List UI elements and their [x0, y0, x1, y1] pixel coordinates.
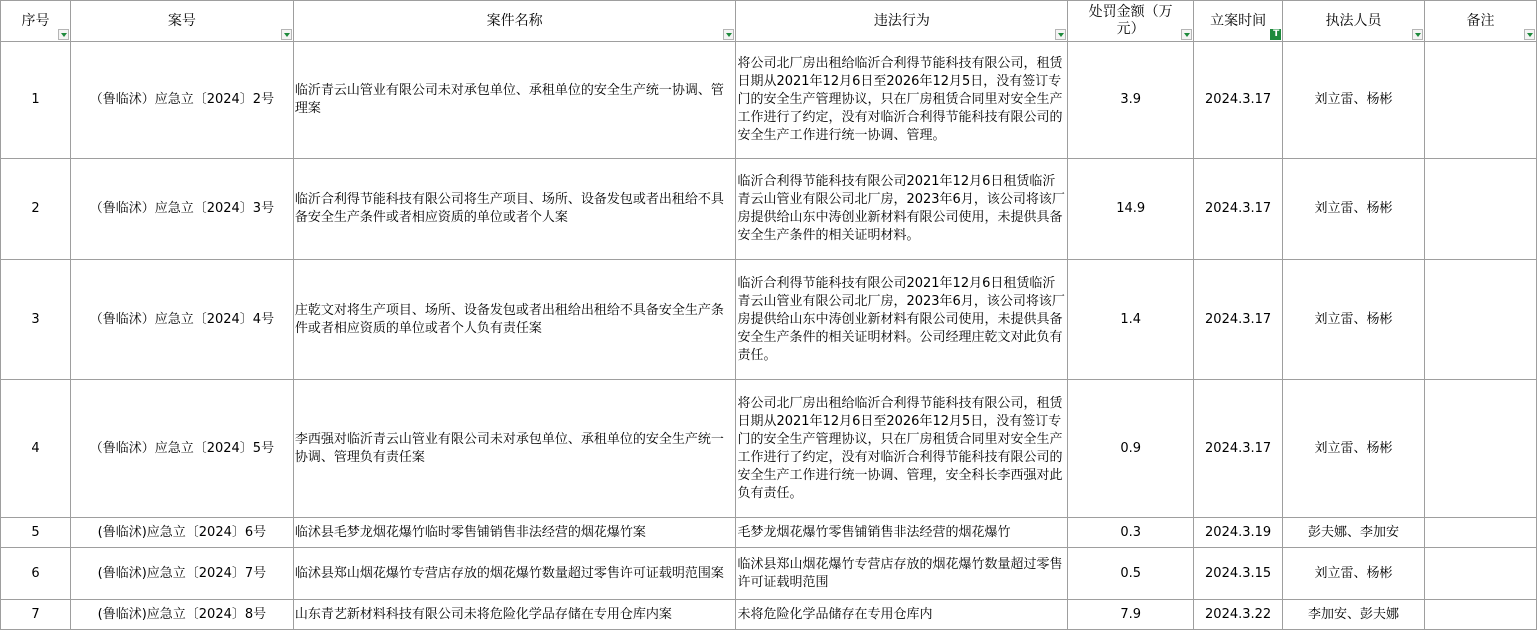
cell-date-text: 2024.3.19: [1205, 524, 1272, 540]
cell-officers-text: 李加安、彭夫娜: [1308, 606, 1400, 622]
cell-case-no[interactable]: [70, 260, 293, 380]
filter-dropdown-icon[interactable]: [58, 29, 69, 40]
cell-case-name[interactable]: [293, 518, 736, 548]
cell-violation[interactable]: [736, 159, 1068, 260]
table-body: [1, 42, 1537, 630]
cell-case-name[interactable]: [293, 548, 736, 600]
cell-seq[interactable]: [1, 260, 71, 380]
cell-violation-text: 临沂合利得节能科技有限公司2021年12月6日租赁临沂青云山管业有限公司北厂房，2023年6月，该公司将该厂房提供给山东中涛创业新材料有限公司使用，未提供具备安全生产条件的相关证明材料。: [737, 174, 1065, 243]
table-row: [1, 548, 1537, 600]
filter-dropdown-icon[interactable]: [723, 29, 734, 40]
table-row: [1, 380, 1537, 518]
filter-dropdown-icon[interactable]: [1412, 29, 1423, 40]
cell-case-no-text: （鲁临沭）应急立〔2024〕5号: [89, 440, 275, 456]
cell-date[interactable]: [1194, 260, 1283, 380]
cell-date-text: 2024.3.17: [1205, 201, 1272, 216]
cell-case-name[interactable]: [293, 260, 736, 380]
cell-note[interactable]: [1425, 518, 1537, 548]
cell-seq-text: 7: [31, 606, 40, 622]
header-violation: [736, 1, 1068, 42]
cell-case-no[interactable]: [70, 518, 293, 548]
cell-seq-text: 6: [31, 565, 40, 581]
header-label: 违法行为: [873, 12, 930, 29]
table-row: [1, 260, 1537, 380]
table-row: [1, 518, 1537, 548]
cell-officers-text: 刘立雷、杨彬: [1314, 311, 1393, 327]
cell-amount-text: 0.3: [1120, 524, 1142, 540]
cell-officers-text: 刘立雷、杨彬: [1314, 92, 1393, 107]
cell-note[interactable]: [1425, 260, 1537, 380]
cell-case-name[interactable]: [293, 600, 736, 630]
cell-amount[interactable]: [1068, 600, 1194, 630]
cell-case-no[interactable]: [70, 380, 293, 518]
filter-dropdown-icon[interactable]: [281, 29, 292, 40]
cell-case-no-text: （鲁临沭）应急立〔2024〕4号: [89, 311, 275, 327]
cell-case-no-text: （鲁临沭）应急立〔2024〕2号: [89, 92, 275, 107]
cell-date-text: 2024.3.15: [1205, 565, 1272, 581]
cell-amount[interactable]: [1068, 159, 1194, 260]
cell-date[interactable]: [1194, 42, 1283, 159]
header-date: [1194, 1, 1283, 42]
header-label: 案号: [167, 12, 196, 29]
header-amount: [1068, 1, 1194, 42]
cell-officers-text: 刘立雷、杨彬: [1314, 440, 1393, 456]
cell-officers[interactable]: [1283, 380, 1425, 518]
cell-violation[interactable]: [736, 42, 1068, 159]
cell-seq[interactable]: [1, 380, 71, 518]
filter-active-icon[interactable]: [1270, 29, 1281, 40]
filter-dropdown-icon[interactable]: [1181, 29, 1192, 40]
cell-violation[interactable]: [736, 600, 1068, 630]
cell-amount[interactable]: [1068, 260, 1194, 380]
header-label: 执法人员: [1325, 12, 1382, 29]
cell-violation[interactable]: [736, 380, 1068, 518]
cell-date[interactable]: [1194, 518, 1283, 548]
cell-date-text: 2024.3.17: [1205, 440, 1272, 456]
cell-seq-text: 4: [31, 440, 40, 456]
cell-amount-text: 7.9: [1120, 606, 1142, 622]
cell-case-no-text: (鲁临沭)应急立〔2024〕8号: [97, 606, 267, 622]
cell-case-no[interactable]: [70, 159, 293, 260]
cell-date[interactable]: [1194, 600, 1283, 630]
filter-dropdown-icon[interactable]: [1055, 29, 1066, 40]
header-label: 处罚金额（万元）: [1088, 4, 1173, 37]
cell-officers[interactable]: [1283, 600, 1425, 630]
cell-officers[interactable]: [1283, 548, 1425, 600]
cell-violation-text: 毛梦龙烟花爆竹零售铺销售非法经营的烟花爆竹: [737, 524, 1011, 540]
header-note: [1425, 1, 1537, 42]
header-row: [1, 1, 1537, 42]
cell-case-name[interactable]: [293, 42, 736, 159]
header-label: 备注: [1466, 12, 1495, 29]
cell-seq-text: 2: [31, 201, 40, 216]
cell-case-name-text: 临沭县郑山烟花爆竹专营店存放的烟花爆竹数量超过零售许可证载明范围案: [294, 565, 724, 581]
header-case-name: [293, 1, 736, 42]
cell-case-no[interactable]: [70, 42, 293, 159]
cell-note[interactable]: [1425, 380, 1537, 518]
cell-amount-text: 0.5: [1120, 565, 1142, 581]
cell-amount-text: 14.9: [1116, 201, 1146, 216]
cell-violation[interactable]: [736, 548, 1068, 600]
cell-amount[interactable]: [1068, 380, 1194, 518]
cell-violation-text: 将公司北厂房出租给临沂合利得节能科技有限公司，租赁日期从2021年12月6日至2026年12月5日，没有签订专门的安全生产管理协议，只在厂房租赁合同里对安全生产工作进行了约定，没有对临沂合利得节能科技有限公司的安全生产工作进行统一协调、管理。: [737, 56, 1063, 143]
cell-seq[interactable]: [1, 42, 71, 159]
cell-case-no-text: （鲁临沭）应急立〔2024〕3号: [89, 201, 275, 216]
cell-date[interactable]: [1194, 159, 1283, 260]
cell-seq[interactable]: [1, 548, 71, 600]
cell-case-name-text: 李西强对临沂青云山管业有限公司未对承包单位、承租单位的安全生产统一协调、管理负有责任案: [294, 431, 724, 465]
cell-seq[interactable]: [1, 600, 71, 630]
cell-date-text: 2024.3.17: [1205, 92, 1272, 107]
cell-note[interactable]: [1425, 42, 1537, 159]
cell-amount-text: 1.4: [1120, 311, 1142, 327]
cell-case-name[interactable]: [293, 159, 736, 260]
cell-seq[interactable]: [1, 159, 71, 260]
table-row: [1, 159, 1537, 260]
cell-case-no-text: (鲁临沭)应急立〔2024〕6号: [97, 524, 267, 540]
cell-case-name[interactable]: [293, 380, 736, 518]
filter-dropdown-icon[interactable]: [1524, 29, 1535, 40]
cell-violation[interactable]: [736, 260, 1068, 380]
header-label: 案件名称: [486, 12, 543, 29]
cell-violation[interactable]: [736, 518, 1068, 548]
cell-officers[interactable]: [1283, 260, 1425, 380]
cell-date-text: 2024.3.22: [1205, 606, 1272, 622]
cell-officers-text: 刘立雷、杨彬: [1314, 565, 1393, 581]
cell-seq-text: 3: [31, 311, 40, 327]
cell-date[interactable]: [1194, 380, 1283, 518]
cell-officers[interactable]: [1283, 159, 1425, 260]
cell-case-name-text: 临沂合利得节能科技有限公司将生产项目、场所、设备发包或者出租给不具备安全生产条件或者相应资质的单位或者个人案: [294, 192, 724, 225]
cell-date[interactable]: [1194, 548, 1283, 600]
cell-officers-text: 刘立雷、杨彬: [1314, 201, 1393, 216]
cell-amount-text: 3.9: [1120, 92, 1142, 107]
cell-seq[interactable]: [1, 518, 71, 548]
cell-officers[interactable]: [1283, 518, 1425, 548]
cell-violation-text: 将公司北厂房出租给临沂合利得节能科技有限公司，租赁日期从2021年12月6日至2026年12月5日，没有签订专门的安全生产管理协议，只在厂房租赁合同里对安全生产工作进行了约定，没有对临沂合利得节能科技有限公司的安全生产工作进行统一协调、管理，安全科长李西强对此负有责任。: [737, 395, 1063, 501]
cell-case-name-text: 临沂青云山管业有限公司未对承包单位、承租单位的安全生产统一协调、管理案: [294, 83, 724, 116]
cell-case-no-text: (鲁临沭)应急立〔2024〕7号: [97, 565, 267, 581]
cell-amount[interactable]: [1068, 518, 1194, 548]
header-label: 序号: [21, 12, 50, 29]
cell-officers[interactable]: [1283, 42, 1425, 159]
cell-note[interactable]: [1425, 600, 1537, 630]
header-label: 立案时间: [1210, 12, 1267, 29]
cell-seq-text: 5: [31, 524, 40, 540]
cell-violation-text: 临沂合利得节能科技有限公司2021年12月6日租赁临沂青云山管业有限公司北厂房，2023年6月，该公司将该厂房提供给山东中涛创业新材料有限公司使用，未提供具备安全生产条件的相关证明材料。公司经理庄乾文对此负有责任。: [737, 275, 1065, 363]
cell-note[interactable]: [1425, 548, 1537, 600]
header-officers: [1283, 1, 1425, 42]
header-seq: [1, 1, 71, 42]
table-row: [1, 42, 1537, 159]
cell-note[interactable]: [1425, 159, 1537, 260]
cell-amount[interactable]: [1068, 548, 1194, 600]
cell-officers-text: 彭夫娜、李加安: [1308, 524, 1400, 540]
table-row: [1, 600, 1537, 630]
cell-amount-text: 0.9: [1120, 440, 1142, 456]
cell-violation-text: 临沭县郑山烟花爆竹专营店存放的烟花爆竹数量超过零售许可证载明范围: [737, 556, 1063, 590]
cell-seq-text: 1: [31, 92, 40, 107]
header-case-no: [70, 1, 293, 42]
cell-case-no[interactable]: [70, 548, 293, 600]
cell-date-text: 2024.3.17: [1205, 311, 1272, 327]
cell-amount[interactable]: [1068, 42, 1194, 159]
cell-case-name-text: 庄乾文对将生产项目、场所、设备发包或者出租给出租给不具备安全生产条件或者相应资质的单位或者个人负有责任案: [294, 302, 724, 336]
cell-case-name-text: 山东青艺新材料科技有限公司未将危险化学品存储在专用仓库内案: [294, 606, 672, 622]
cell-case-name-text: 临沭县毛梦龙烟花爆竹临时零售铺销售非法经营的烟花爆竹案: [294, 524, 646, 540]
cell-case-no[interactable]: [70, 600, 293, 630]
cell-violation-text: 未将危险化学品储存在专用仓库内: [737, 606, 933, 622]
